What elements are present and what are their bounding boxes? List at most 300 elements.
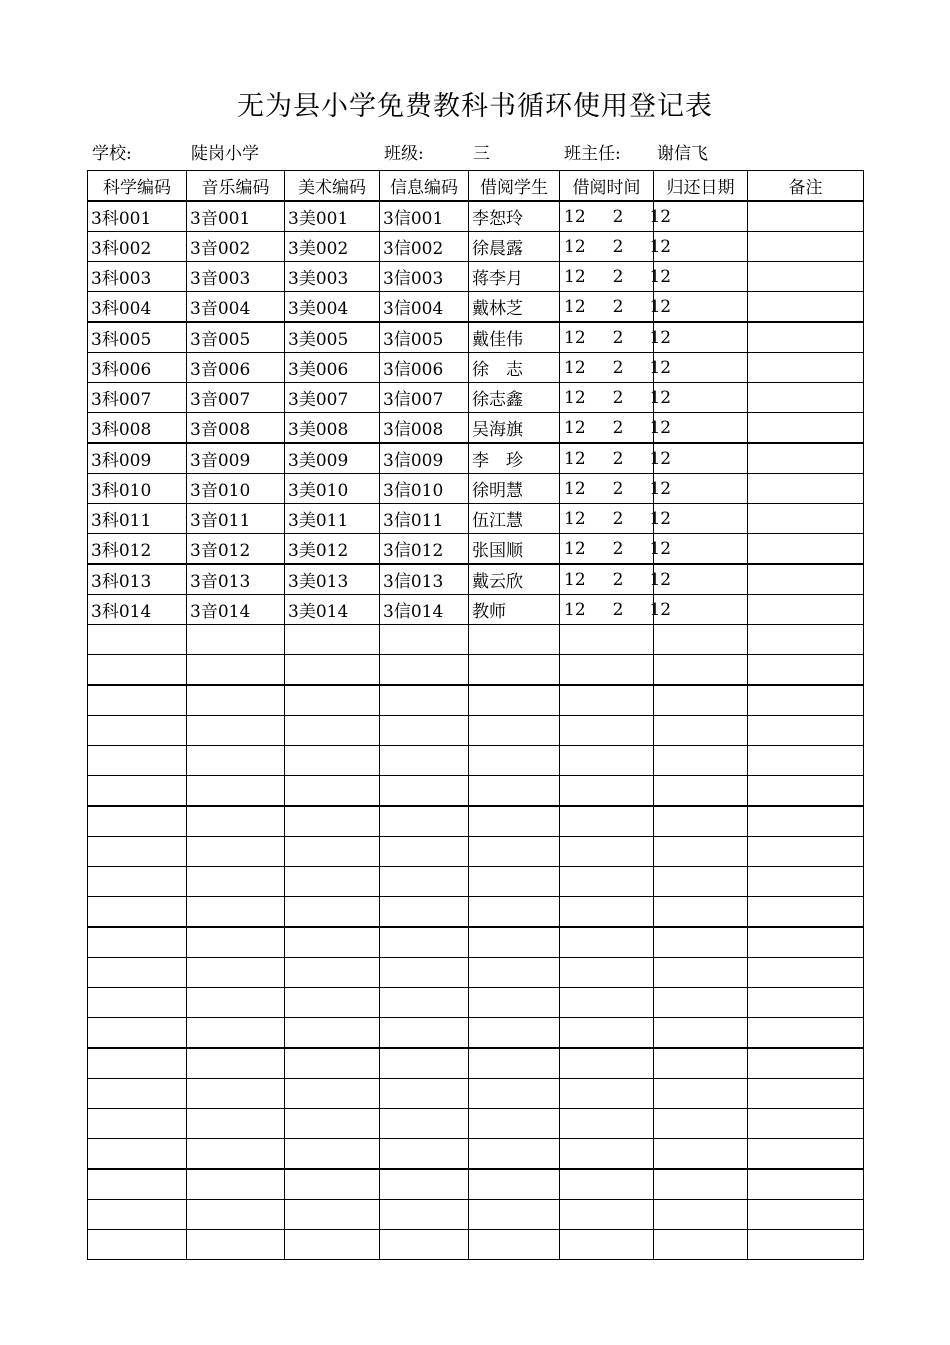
info-code-cell bbox=[380, 1109, 469, 1139]
music-code-cell: 3音002 bbox=[187, 232, 285, 262]
borrow-date-d: 12 bbox=[649, 538, 672, 559]
note-cell bbox=[748, 534, 864, 565]
borrow-date-cell bbox=[560, 1079, 654, 1109]
art-code-cell bbox=[285, 1169, 380, 1200]
return-date-cell bbox=[654, 1048, 748, 1079]
student-cell bbox=[469, 806, 560, 837]
class-label: 班级: bbox=[384, 144, 424, 164]
borrow-date-cell bbox=[560, 383, 672, 413]
return-date-cell bbox=[654, 927, 748, 958]
borrow-date-cell bbox=[560, 1200, 654, 1230]
borrow-date-cell bbox=[560, 837, 654, 867]
art-code-cell: 3美009 bbox=[285, 443, 380, 474]
info-code-cell bbox=[380, 685, 469, 716]
table-row bbox=[88, 322, 864, 353]
column-header: 备注 bbox=[748, 171, 864, 202]
info-code-cell: 3信011 bbox=[380, 504, 469, 534]
borrow-date-cell bbox=[560, 504, 672, 534]
student-cell bbox=[469, 685, 560, 716]
borrow-date-m: 2 bbox=[612, 266, 624, 287]
borrow-date-cell bbox=[560, 474, 672, 504]
note-cell bbox=[748, 655, 864, 686]
note-cell bbox=[748, 443, 864, 474]
art-code-cell bbox=[285, 988, 380, 1018]
science-code-cell bbox=[88, 1139, 187, 1170]
student-cell bbox=[469, 746, 560, 776]
music-code-cell bbox=[187, 1230, 285, 1260]
table-row bbox=[88, 1230, 864, 1260]
note-cell bbox=[748, 232, 864, 262]
music-code-cell bbox=[187, 625, 285, 655]
info-code-cell: 3信002 bbox=[380, 232, 469, 262]
column-header: 借阅学生 bbox=[469, 171, 560, 202]
column-header: 音乐编码 bbox=[187, 171, 285, 202]
class-value: 三 bbox=[473, 144, 490, 164]
borrow-date-y: 12 bbox=[564, 448, 586, 469]
table-row bbox=[88, 353, 864, 383]
music-code-cell bbox=[187, 716, 285, 746]
return-date-cell bbox=[654, 1018, 748, 1049]
note-cell bbox=[748, 685, 864, 716]
borrow-date-y: 12 bbox=[564, 417, 586, 438]
note-cell bbox=[748, 1230, 864, 1260]
column-header: 借阅时间 bbox=[560, 171, 654, 202]
info-code-cell bbox=[380, 927, 469, 958]
music-code-cell bbox=[187, 867, 285, 897]
info-code-cell bbox=[380, 837, 469, 867]
info-code-cell: 3信004 bbox=[380, 292, 469, 323]
music-code-cell: 3音014 bbox=[187, 595, 285, 625]
borrow-date-cell bbox=[560, 262, 672, 292]
science-code-cell: 3科012 bbox=[88, 534, 187, 565]
return-date-cell bbox=[654, 867, 748, 897]
page-title: 无为县小学免费教科书循环使用登记表 bbox=[237, 91, 713, 122]
art-code-cell bbox=[285, 897, 380, 928]
borrow-date-cell bbox=[560, 1230, 654, 1260]
student-cell: 李 珍 bbox=[469, 443, 560, 474]
note-cell bbox=[748, 1079, 864, 1109]
science-code-cell bbox=[88, 1109, 187, 1139]
info-code-cell bbox=[380, 897, 469, 928]
music-code-cell bbox=[187, 1169, 285, 1200]
school-label: 学校: bbox=[92, 144, 132, 164]
art-code-cell: 3美001 bbox=[285, 201, 380, 232]
art-code-cell: 3美011 bbox=[285, 504, 380, 534]
table-row bbox=[88, 988, 864, 1018]
science-code-cell: 3科009 bbox=[88, 443, 187, 474]
borrow-date-m: 2 bbox=[612, 206, 624, 227]
borrow-date-y: 12 bbox=[564, 327, 586, 348]
table-row bbox=[88, 262, 864, 292]
music-code-cell: 3音005 bbox=[187, 322, 285, 353]
table-row bbox=[88, 292, 864, 323]
table-row bbox=[88, 443, 864, 474]
art-code-cell bbox=[285, 1139, 380, 1170]
music-code-cell: 3音012 bbox=[187, 534, 285, 565]
borrow-date-cell bbox=[560, 958, 654, 988]
student-cell bbox=[469, 927, 560, 958]
borrow-date-cell bbox=[560, 716, 654, 746]
borrow-date-cell bbox=[560, 806, 654, 837]
return-date-cell bbox=[654, 655, 748, 686]
note-cell bbox=[748, 1048, 864, 1079]
art-code-cell bbox=[285, 837, 380, 867]
science-code-cell bbox=[88, 837, 187, 867]
note-cell bbox=[748, 776, 864, 807]
music-code-cell: 3音013 bbox=[187, 564, 285, 595]
art-code-cell: 3美002 bbox=[285, 232, 380, 262]
science-code-cell bbox=[88, 776, 187, 807]
science-code-cell: 3科014 bbox=[88, 595, 187, 625]
student-cell bbox=[469, 1139, 560, 1170]
borrow-date-cell bbox=[560, 1018, 654, 1049]
table-row bbox=[88, 927, 864, 958]
science-code-cell: 3科007 bbox=[88, 383, 187, 413]
borrow-date-y: 12 bbox=[564, 508, 586, 529]
borrow-date-cell bbox=[560, 201, 672, 232]
info-code-cell: 3信012 bbox=[380, 534, 469, 565]
borrow-date-m: 2 bbox=[612, 296, 624, 317]
table-row bbox=[88, 867, 864, 897]
art-code-cell bbox=[285, 1018, 380, 1049]
return-date-cell bbox=[654, 746, 748, 776]
column-header: 信息编码 bbox=[380, 171, 469, 202]
return-date-cell bbox=[654, 806, 748, 837]
science-code-cell: 3科008 bbox=[88, 413, 187, 444]
table-row bbox=[88, 1079, 864, 1109]
art-code-cell: 3美010 bbox=[285, 474, 380, 504]
student-cell bbox=[469, 625, 560, 655]
art-code-cell: 3美004 bbox=[285, 292, 380, 323]
info-code-cell bbox=[380, 1048, 469, 1079]
art-code-cell bbox=[285, 1200, 380, 1230]
note-cell bbox=[748, 897, 864, 928]
borrow-date-cell bbox=[560, 1169, 654, 1200]
info-code-cell bbox=[380, 988, 469, 1018]
return-date-cell bbox=[654, 1109, 748, 1139]
borrow-date-cell bbox=[560, 353, 672, 383]
student-cell: 吴海旗 bbox=[469, 413, 560, 444]
student-cell bbox=[469, 1048, 560, 1079]
info-code-cell bbox=[380, 776, 469, 807]
note-cell bbox=[748, 1169, 864, 1200]
info-code-cell: 3信007 bbox=[380, 383, 469, 413]
table-row bbox=[88, 897, 864, 928]
note-cell bbox=[748, 867, 864, 897]
info-code-cell: 3信008 bbox=[380, 413, 469, 444]
student-cell bbox=[469, 958, 560, 988]
student-cell bbox=[469, 1200, 560, 1230]
borrow-date-m: 2 bbox=[612, 478, 624, 499]
art-code-cell bbox=[285, 806, 380, 837]
borrow-date-y: 12 bbox=[564, 387, 586, 408]
return-date-cell bbox=[654, 1200, 748, 1230]
table-row bbox=[88, 958, 864, 988]
science-code-cell bbox=[88, 1200, 187, 1230]
student-cell bbox=[469, 776, 560, 807]
art-code-cell: 3美007 bbox=[285, 383, 380, 413]
borrow-date-y: 12 bbox=[564, 266, 586, 287]
music-code-cell bbox=[187, 685, 285, 716]
science-code-cell bbox=[88, 1079, 187, 1109]
table-row bbox=[88, 837, 864, 867]
science-code-cell: 3科011 bbox=[88, 504, 187, 534]
art-code-cell bbox=[285, 776, 380, 807]
music-code-cell bbox=[187, 806, 285, 837]
note-cell bbox=[748, 746, 864, 776]
art-code-cell bbox=[285, 958, 380, 988]
student-cell bbox=[469, 1079, 560, 1109]
note-cell bbox=[748, 716, 864, 746]
borrow-date-d: 12 bbox=[649, 266, 672, 287]
art-code-cell: 3美005 bbox=[285, 322, 380, 353]
borrow-date-cell bbox=[560, 595, 672, 625]
borrow-date-cell bbox=[560, 867, 654, 897]
borrow-date-cell bbox=[560, 897, 654, 928]
music-code-cell bbox=[187, 927, 285, 958]
art-code-cell bbox=[285, 1109, 380, 1139]
info-code-cell bbox=[380, 1139, 469, 1170]
student-cell bbox=[469, 716, 560, 746]
borrow-date-y: 12 bbox=[564, 478, 586, 499]
borrow-date-m: 2 bbox=[612, 538, 624, 559]
table-row bbox=[88, 201, 864, 232]
student-cell: 徐志鑫 bbox=[469, 383, 560, 413]
science-code-cell bbox=[88, 685, 187, 716]
borrow-date-m: 2 bbox=[612, 236, 624, 257]
art-code-cell: 3美014 bbox=[285, 595, 380, 625]
table-row bbox=[88, 595, 864, 625]
table-row bbox=[88, 1139, 864, 1170]
borrow-date-cell bbox=[560, 1109, 654, 1139]
art-code-cell bbox=[285, 746, 380, 776]
music-code-cell bbox=[187, 837, 285, 867]
art-code-cell: 3美006 bbox=[285, 353, 380, 383]
table-row bbox=[88, 625, 864, 655]
info-code-cell: 3信006 bbox=[380, 353, 469, 383]
borrow-date-m: 2 bbox=[612, 387, 624, 408]
music-code-cell: 3音010 bbox=[187, 474, 285, 504]
note-cell bbox=[748, 564, 864, 595]
info-code-cell: 3信009 bbox=[380, 443, 469, 474]
borrow-date-d: 12 bbox=[649, 296, 672, 317]
science-code-cell: 3科013 bbox=[88, 564, 187, 595]
art-code-cell bbox=[285, 716, 380, 746]
student-cell: 戴林芝 bbox=[469, 292, 560, 323]
return-date-cell bbox=[654, 776, 748, 807]
music-code-cell bbox=[187, 1109, 285, 1139]
science-code-cell bbox=[88, 867, 187, 897]
borrow-date-cell bbox=[560, 746, 654, 776]
student-cell: 李恕玲 bbox=[469, 201, 560, 232]
table-row bbox=[88, 413, 864, 444]
science-code-cell: 3科004 bbox=[88, 292, 187, 323]
borrow-date-d: 12 bbox=[649, 448, 672, 469]
borrow-date-cell bbox=[560, 292, 672, 323]
borrow-date-cell bbox=[560, 776, 654, 807]
borrow-date-m: 2 bbox=[612, 599, 624, 620]
science-code-cell bbox=[88, 655, 187, 686]
table-row bbox=[88, 806, 864, 837]
student-cell bbox=[469, 1018, 560, 1049]
info-code-cell bbox=[380, 746, 469, 776]
info-code-cell: 3信003 bbox=[380, 262, 469, 292]
table-row bbox=[88, 685, 864, 716]
borrow-date-d: 12 bbox=[649, 599, 672, 620]
science-code-cell bbox=[88, 958, 187, 988]
student-cell: 徐 志 bbox=[469, 353, 560, 383]
borrow-date-y: 12 bbox=[564, 569, 586, 590]
note-cell bbox=[748, 474, 864, 504]
info-code-cell bbox=[380, 958, 469, 988]
note-cell bbox=[748, 1109, 864, 1139]
table-row bbox=[88, 1018, 864, 1049]
borrow-date-y: 12 bbox=[564, 236, 586, 257]
music-code-cell bbox=[187, 897, 285, 928]
table-row bbox=[88, 1109, 864, 1139]
info-code-cell bbox=[380, 867, 469, 897]
student-cell bbox=[469, 1230, 560, 1260]
borrow-date-cell bbox=[560, 685, 654, 716]
art-code-cell: 3美012 bbox=[285, 534, 380, 565]
return-date-cell bbox=[654, 1169, 748, 1200]
borrow-date-y: 12 bbox=[564, 296, 586, 317]
return-date-cell bbox=[654, 685, 748, 716]
student-cell: 张国顺 bbox=[469, 534, 560, 565]
borrow-date-cell bbox=[560, 564, 672, 595]
science-code-cell: 3科003 bbox=[88, 262, 187, 292]
borrow-date-m: 2 bbox=[612, 448, 624, 469]
info-code-cell bbox=[380, 1200, 469, 1230]
music-code-cell: 3音008 bbox=[187, 413, 285, 444]
table-row bbox=[88, 716, 864, 746]
borrow-date-cell bbox=[560, 927, 654, 958]
art-code-cell: 3美003 bbox=[285, 262, 380, 292]
note-cell bbox=[748, 262, 864, 292]
science-code-cell bbox=[88, 716, 187, 746]
borrow-date-cell bbox=[560, 322, 672, 353]
science-code-cell bbox=[88, 806, 187, 837]
music-code-cell bbox=[187, 988, 285, 1018]
info-code-cell bbox=[380, 655, 469, 686]
borrow-date-y: 12 bbox=[564, 206, 586, 227]
info-code-cell: 3信010 bbox=[380, 474, 469, 504]
music-code-cell bbox=[187, 776, 285, 807]
science-code-cell bbox=[88, 927, 187, 958]
student-cell bbox=[469, 1169, 560, 1200]
music-code-cell bbox=[187, 1048, 285, 1079]
borrow-date-d: 12 bbox=[649, 236, 672, 257]
borrow-date-d: 12 bbox=[649, 387, 672, 408]
art-code-cell bbox=[285, 655, 380, 686]
note-cell bbox=[748, 958, 864, 988]
return-date-cell bbox=[654, 1139, 748, 1170]
borrow-date-m: 2 bbox=[612, 508, 624, 529]
teacher-value: 谢信飞 bbox=[657, 144, 708, 164]
borrow-date-cell bbox=[560, 1139, 654, 1170]
info-code-cell bbox=[380, 806, 469, 837]
music-code-cell bbox=[187, 655, 285, 686]
return-date-cell bbox=[654, 837, 748, 867]
borrow-date-m: 2 bbox=[612, 327, 624, 348]
music-code-cell bbox=[187, 1200, 285, 1230]
table-row bbox=[88, 504, 864, 534]
return-date-cell bbox=[654, 897, 748, 928]
info-code-cell bbox=[380, 1079, 469, 1109]
music-code-cell bbox=[187, 958, 285, 988]
borrow-date-y: 12 bbox=[564, 538, 586, 559]
science-code-cell: 3科005 bbox=[88, 322, 187, 353]
note-cell bbox=[748, 504, 864, 534]
art-code-cell: 3美008 bbox=[285, 413, 380, 444]
column-header: 归还日期 bbox=[654, 171, 748, 202]
borrow-date-y: 12 bbox=[564, 599, 586, 620]
borrow-date-cell bbox=[560, 1048, 654, 1079]
info-code-cell bbox=[380, 625, 469, 655]
science-code-cell bbox=[88, 897, 187, 928]
student-cell bbox=[469, 837, 560, 867]
table-row bbox=[88, 1200, 864, 1230]
borrow-date-d: 12 bbox=[649, 327, 672, 348]
note-cell bbox=[748, 1200, 864, 1230]
borrow-date-cell bbox=[560, 413, 672, 444]
return-date-cell bbox=[654, 958, 748, 988]
science-code-cell bbox=[88, 625, 187, 655]
borrow-date-d: 12 bbox=[649, 508, 672, 529]
music-code-cell bbox=[187, 1139, 285, 1170]
info-code-cell: 3信005 bbox=[380, 322, 469, 353]
note-cell bbox=[748, 383, 864, 413]
table-row bbox=[88, 534, 864, 565]
borrow-date-cell bbox=[560, 232, 672, 262]
note-cell bbox=[748, 1139, 864, 1170]
music-code-cell bbox=[187, 1018, 285, 1049]
art-code-cell bbox=[285, 1079, 380, 1109]
info-code-cell bbox=[380, 716, 469, 746]
science-code-cell: 3科006 bbox=[88, 353, 187, 383]
note-cell bbox=[748, 595, 864, 625]
note-cell bbox=[748, 322, 864, 353]
return-date-cell bbox=[654, 1079, 748, 1109]
music-code-cell: 3音001 bbox=[187, 201, 285, 232]
borrow-date-m: 2 bbox=[612, 357, 624, 378]
borrow-date-d: 12 bbox=[649, 478, 672, 499]
return-date-cell bbox=[654, 1230, 748, 1260]
info-code-cell: 3信013 bbox=[380, 564, 469, 595]
science-code-cell bbox=[88, 1048, 187, 1079]
student-cell: 伍江慧 bbox=[469, 504, 560, 534]
student-cell: 徐明慧 bbox=[469, 474, 560, 504]
art-code-cell bbox=[285, 1048, 380, 1079]
art-code-cell bbox=[285, 1230, 380, 1260]
borrow-date-d: 12 bbox=[649, 417, 672, 438]
borrow-date-d: 12 bbox=[649, 357, 672, 378]
borrow-date-d: 12 bbox=[649, 569, 672, 590]
music-code-cell: 3音011 bbox=[187, 504, 285, 534]
borrow-date-m: 2 bbox=[612, 417, 624, 438]
note-cell bbox=[748, 625, 864, 655]
student-cell bbox=[469, 867, 560, 897]
note-cell bbox=[748, 292, 864, 323]
table-row bbox=[88, 655, 864, 686]
student-cell: 戴佳伟 bbox=[469, 322, 560, 353]
art-code-cell bbox=[285, 685, 380, 716]
science-code-cell bbox=[88, 1018, 187, 1049]
science-code-cell bbox=[88, 988, 187, 1018]
column-header: 美术编码 bbox=[285, 171, 380, 202]
music-code-cell: 3音003 bbox=[187, 262, 285, 292]
note-cell bbox=[748, 927, 864, 958]
